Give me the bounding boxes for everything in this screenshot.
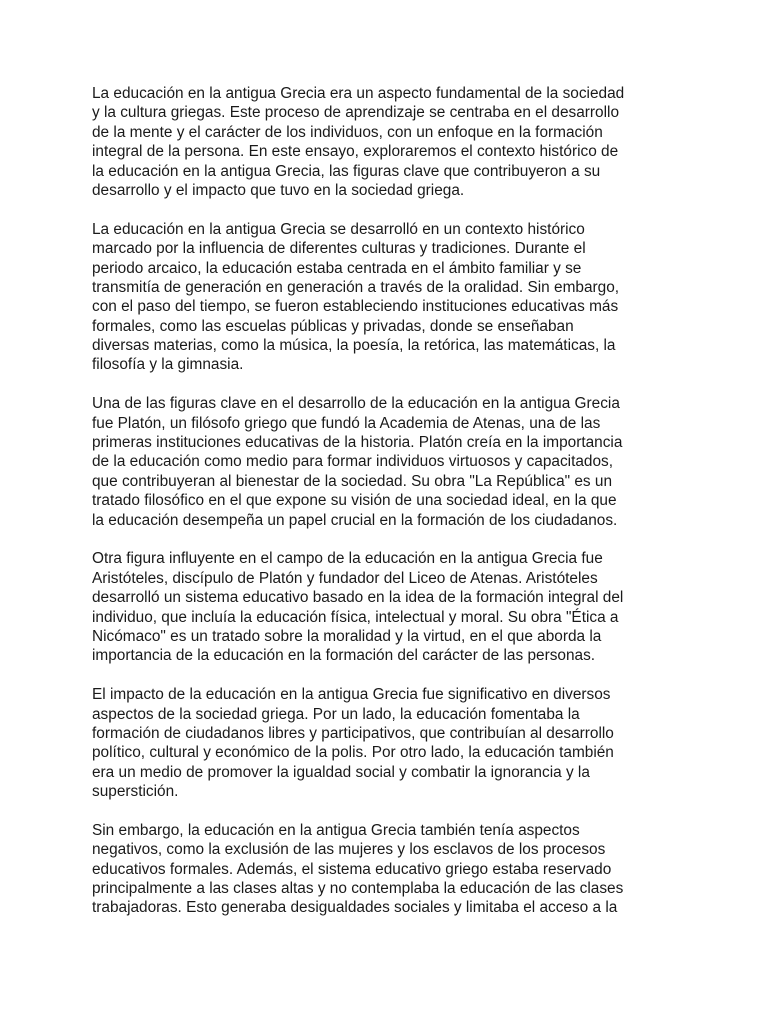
text-line: formación de ciudadanos libres y participativos, que contribuían al desarrollo xyxy=(92,724,614,742)
text-line: Sin embargo, la educación en la antigua Grecia también tenía aspectos xyxy=(92,821,580,839)
text-line: político, cultural y económico de la polis. Por otro lado, la educación también xyxy=(92,744,614,762)
text-line: La educación en la antigua Grecia era un aspecto fundamental de la sociedad xyxy=(92,85,625,102)
text-line: periodo arcaico, la educación estaba centrada en el ámbito familiar y se xyxy=(92,259,582,277)
text-line: diversas materias, como la música, la poesía, la retórica, las matemáticas, la xyxy=(92,337,616,355)
text-line: integral de la persona. En este ensayo, exploraremos el contexto histórico de xyxy=(92,143,619,161)
text-line: Otra figura influyente en el campo de la educación en la antigua Grecia fue xyxy=(92,550,603,568)
text-line: primeras instituciones educativas de la historia. Platón creía en la importancia xyxy=(92,434,623,452)
paragraph-4 xyxy=(92,549,682,665)
text-line: que contribuyeran al bienestar de la sociedad. Su obra "La República" es un xyxy=(92,472,613,490)
text-line: principalmente a las clases altas y no contemplaba la educación de las clases xyxy=(92,880,624,898)
paragraph-6 xyxy=(92,821,682,918)
text-line: y la cultura griegas. Este proceso de aprendizaje se centraba en el desarrollo xyxy=(92,104,620,122)
paragraph-5 xyxy=(92,685,682,801)
text-line: era un medio de promover la igualdad social y combatir la ignorancia y la xyxy=(92,763,590,781)
text-line: desarrolló un sistema educativo basado en la idea de la formación integral del xyxy=(92,589,624,607)
text-line: marcado por la influencia de diferentes culturas y tradiciones. Durante el xyxy=(92,240,586,258)
text-line: individuo, que incluía la educación física, intelectual y moral. Su obra "Ética a xyxy=(92,608,619,626)
paragraph-2 xyxy=(92,220,682,375)
text-line: la educación desempeña un papel crucial en la formación de los ciudadanos. xyxy=(92,511,618,529)
text-line: filosofía y la gimnasia. xyxy=(92,356,244,374)
text-line: con el paso del tiempo, se fueron estableciendo instituciones educativas más xyxy=(92,298,619,316)
text-line: Una de las figuras clave en el desarrollo de la educación en la antigua Grecia xyxy=(92,395,620,413)
text-line: transmitía de generación en generación a través de la oralidad. Sin embargo, xyxy=(92,278,620,296)
text-line: desarrollo y el impacto que tuvo en la sociedad griega. xyxy=(92,181,465,199)
text-line: trabajadoras. Esto generaba desigualdades sociales y limitaba el acceso a la xyxy=(92,899,618,917)
paragraph-1 xyxy=(92,84,682,200)
text-line: aspectos de la sociedad griega. Por un lado, la educación fomentaba la xyxy=(92,705,580,723)
document-body xyxy=(92,84,682,937)
text-line: de la educación como medio para formar individuos virtuosos y capacitados, xyxy=(92,453,613,471)
text-line: Nicómaco" es un tratado sobre la moralidad y la virtud, en el que aborda la xyxy=(92,627,602,645)
paragraph-3 xyxy=(92,394,682,530)
text-line: formales, como las escuelas públicas y privadas, donde se enseñaban xyxy=(92,317,574,335)
text-line: Aristóteles, discípulo de Platón y fundador del Liceo de Atenas. Aristóteles xyxy=(92,569,598,587)
text-line: superstición. xyxy=(92,783,179,801)
text-line: fue Platón, un filósofo griego que fundó la Academia de Atenas, una de las xyxy=(92,414,601,432)
text-line: tratado filosófico en el que expone su visión de una sociedad ideal, en la que xyxy=(92,492,617,510)
text-line: educativos formales. Además, el sistema educativo griego estaba reservado xyxy=(92,860,612,878)
text-line: La educación en la antigua Grecia se desarrolló en un contexto histórico xyxy=(92,220,585,238)
text-line: la educación en la antigua Grecia, las figuras clave que contribuyeron a su xyxy=(92,162,601,180)
text-line: El impacto de la educación en la antigua Grecia fue significativo en diversos xyxy=(92,686,611,704)
text-line: negativos, como la exclusión de las mujeres y los esclavos de los procesos xyxy=(92,841,606,859)
text-line: importancia de la educación en la formación del carácter de las personas. xyxy=(92,647,596,665)
text-line: de la mente y el carácter de los individuos, con un enfoque en la formación xyxy=(92,123,603,141)
